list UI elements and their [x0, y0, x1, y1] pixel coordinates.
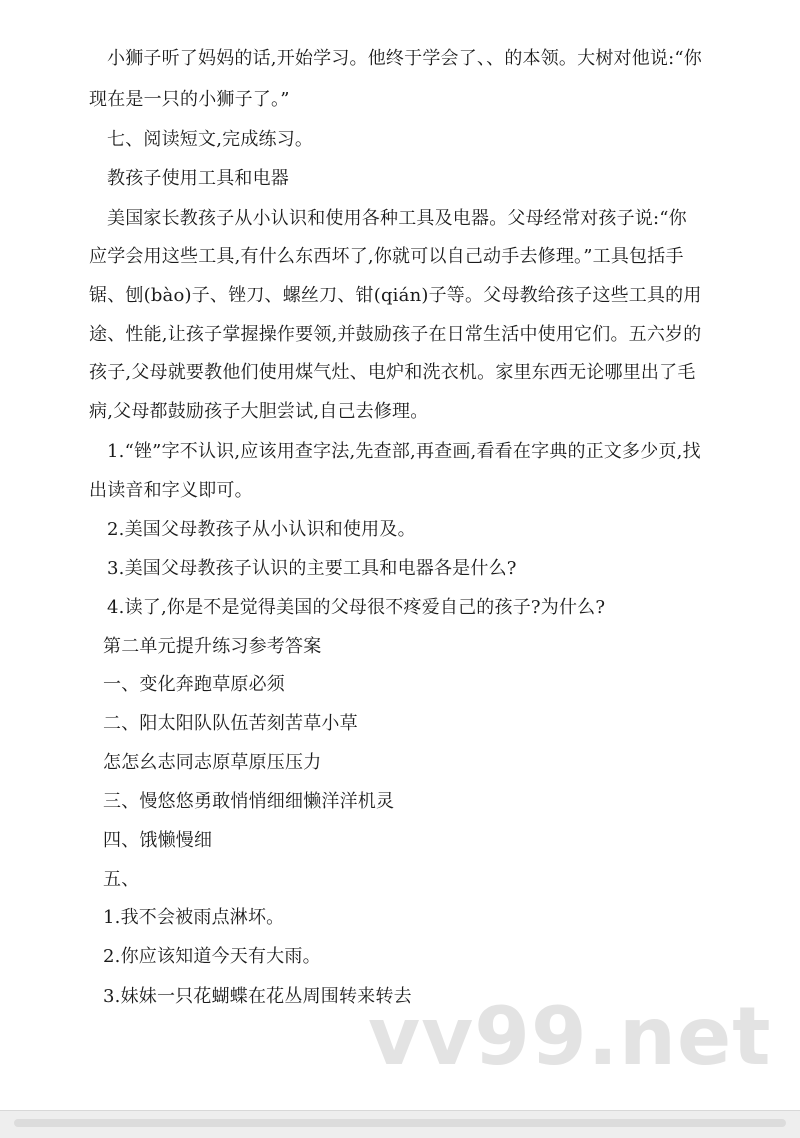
answer-three: 三、慢悠悠勇敢悄悄细细懒洋洋机灵: [103, 791, 395, 812]
answer-five-item-1: 1.我不会被雨点淋坏。: [103, 907, 285, 928]
text-line-9: 孩子,父母就要教他们使用煤气灶、电炉和洗衣机。家里东西无论哪里出了毛: [89, 362, 696, 383]
question-1-line-2: 出读音和字义即可。: [89, 480, 253, 501]
question-4: 4.读了,你是不是觉得美国的父母很不疼爱自己的孩子?为什么?: [107, 597, 606, 618]
answer-five-item-2: 2.你应该知道今天有大雨。: [103, 946, 321, 967]
text-line-10: 病,父母都鼓励孩子大胆尝试,自己去修理。: [89, 401, 429, 422]
answer-key-heading: 第二单元提升练习参考答案: [103, 636, 322, 657]
article-title: 教孩子使用工具和电器: [107, 168, 289, 189]
text-line-2: 现在是一只的小狮子了。”: [89, 89, 290, 110]
text-line-6: 应学会用这些工具,有什么东西坏了,你就可以自己动手去修理。”工具包括手: [89, 246, 684, 267]
horizontal-scrollbar[interactable]: [0, 1110, 800, 1138]
answer-two-continued: 怎怎幺志同志原草原压压力: [103, 752, 322, 773]
text-line-1: 小狮子听了妈妈的话,开始学习。他终于学会了、、的本领。大树对他说:“你: [107, 48, 702, 69]
answer-four: 四、饿懒慢细: [103, 830, 213, 851]
section-heading-seven: 七、阅读短文,完成练习。: [107, 129, 314, 150]
question-2: 2.美国父母教孩子从小认识和使用及。: [107, 519, 416, 540]
scrollbar-track[interactable]: [14, 1119, 786, 1127]
question-3: 3.美国父母教孩子认识的主要工具和电器各是什么?: [107, 558, 517, 579]
answer-five-item-3: 3.妹妹一只花蝴蝶在花丛周围转来转去: [103, 986, 412, 1007]
answer-one: 一、变化奔跑草原必须: [103, 674, 285, 695]
answer-five: 五、: [103, 869, 140, 890]
watermark-logo: vv99.net: [368, 990, 772, 1083]
text-line-7: 锯、刨(bào)子、锉刀、螺丝刀、钳(qián)子等。父母教给孩子这些工具的用: [89, 285, 702, 306]
question-1-line-1: 1.“锉”字不认识,应该用查字法,先查部,再查画,看看在字典的正文多少页,找: [107, 441, 701, 462]
text-line-5: 美国家长教孩子从小认识和使用各种工具及电器。父母经常对孩子说:“你: [107, 208, 687, 229]
answer-two: 二、阳太阳队队伍苦刻苦草小草: [103, 713, 358, 734]
text-line-8: 途、性能,让孩子掌握操作要领,并鼓励孩子在日常生活中使用它们。五六岁的: [89, 324, 702, 345]
